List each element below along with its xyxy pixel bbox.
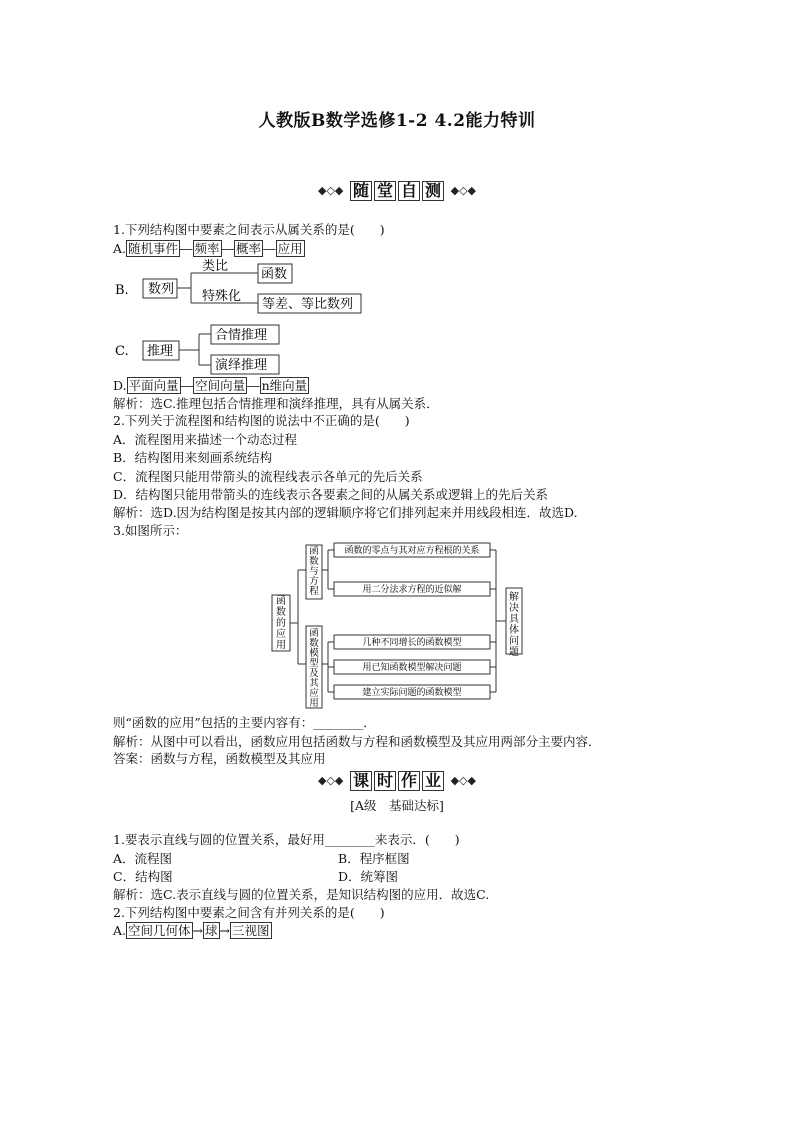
q2-option-d: D．结构图只能用带箭头的连线表示各要素之间的从属关系或逻辑上的先后关系 <box>113 487 549 502</box>
c-leaf-node-1: 合情推理 <box>215 328 268 343</box>
q2-option-c: C．流程图只能用带箭头的流程线表示各单元的先后关系 <box>113 469 423 484</box>
q1-option-b-diagram <box>113 258 373 316</box>
q1-stem: 1.下列结构图中要素之间表示从属关系的是( ) <box>113 222 385 237</box>
q3-stem: 3.如图所示： <box>113 523 188 538</box>
h2-stem: 2.下列结构图中要素之间含有并列关系的是( ) <box>113 905 385 920</box>
diamond-decoration-icon: ◆◇◆ <box>450 774 476 787</box>
h2-option-a: A. 空间几何体 → 球 → 三视图 <box>113 923 270 938</box>
diagram-leaf-3: 几种不同增长的函数模型 <box>362 638 462 648</box>
q2-option-a: A．流程图用来描述一个动态过程 <box>113 432 298 447</box>
h1-option-a: A．流程图 <box>113 851 173 866</box>
diagram-leaf-5: 建立实际问题的函数模型 <box>362 688 462 698</box>
b-edge-label-2: 特殊化 <box>202 289 242 304</box>
h1-analysis: 解析：选C.表示直线与圆的位置关系，是知识结构图的应用．故选C. <box>113 887 490 902</box>
h1-option-b: B．程序框图 <box>338 851 410 866</box>
q3-question: 则“函数的应用”包括的主要内容有：________． <box>113 715 376 730</box>
diagram-leaf-4: 用已知函数模型解决问题 <box>362 663 462 673</box>
q3-analysis: 解析：从图中可以看出，函数应用包括函数与方程和函数模型及其应用两部分主要内容． <box>113 734 601 749</box>
b-leaf-node-1: 函数 <box>261 267 288 282</box>
q1-option-c-diagram <box>113 320 293 380</box>
diamond-decoration-icon: ◆◇◆ <box>318 184 344 197</box>
h1-option-d: D．统筹图 <box>338 869 399 884</box>
q1-option-d: D. 平面向量 ― 空间向量 ― n维向量 <box>113 378 308 393</box>
b-leaf-node-2: 等差、等比数列 <box>262 297 354 312</box>
level-subheading: [A级 基础达标] <box>350 798 444 813</box>
q1-analysis: 解析：选C.推理包括合情推理和演绎推理，具有从属关系． <box>113 396 439 411</box>
diagram-leaf-1: 函数的零点与其对应方程根的关系 <box>344 546 480 556</box>
diagram-right-node: 解决具体问题 <box>509 592 519 658</box>
section-heading: 课 时 作 业 <box>349 771 445 791</box>
q1-option-a: A. 随机事件 ― 频率 ― 概率 ― 应用 <box>113 241 303 256</box>
section-banner-keshi <box>0 771 794 791</box>
c-leaf-node-2: 演绎推理 <box>215 358 268 373</box>
q3-structure-diagram <box>270 542 532 714</box>
diamond-decoration-icon: ◆◇◆ <box>450 184 476 197</box>
b-root-node: 数列 <box>148 282 175 297</box>
section-heading: 随 堂 自 测 <box>349 181 445 201</box>
q3-answer: 答案：函数与方程，函数模型及其应用 <box>113 751 326 766</box>
page-title: 人教版B数学选修1-2 4.2能力特训 <box>258 111 536 131</box>
h1-stem: 1.要表示直线与圆的位置关系，最好用________来表示．( ) <box>113 832 460 847</box>
b-edge-label-1: 类比 <box>202 259 229 274</box>
q2-option-b: B．结构图用来刻画系统结构 <box>113 450 273 465</box>
section-banner-suitang <box>0 181 794 201</box>
q2-analysis: 解析：选D.因为结构图是按其内部的逻辑顺序将它们排列起来并用线段相连．故选D. <box>113 505 578 520</box>
diagram-leaf-2: 用二分法求方程的近似解 <box>362 585 462 595</box>
q2-stem: 2.下列关于流程图和结构图的说法中不正确的是( ) <box>113 413 410 428</box>
option-c-label: C. <box>115 344 129 359</box>
diagram-root-node: 函数的应用 <box>276 596 286 651</box>
diamond-decoration-icon: ◆◇◆ <box>318 774 344 787</box>
diagram-mid-node-2: 函数模型及其应用 <box>309 628 319 709</box>
diagram-mid-node-1: 函数与方程 <box>309 546 319 597</box>
option-b-label: B. <box>115 283 129 298</box>
c-root-node: 推理 <box>147 344 174 359</box>
h1-option-c: C．结构图 <box>113 869 173 884</box>
